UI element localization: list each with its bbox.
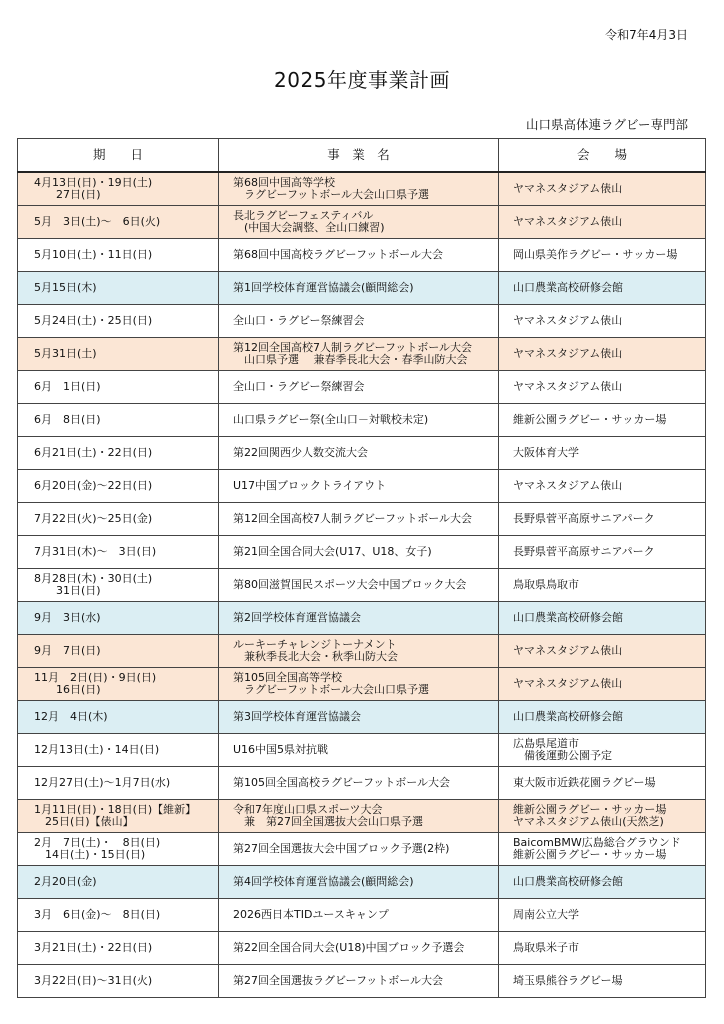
cell-date: 5月15日(木) (18, 272, 219, 305)
cell-venue: 維新公園ラグビー・サッカー場 ヤマネスタジアム俵山(天然芝) (499, 800, 706, 833)
cell-date: 6月 1日(日) (18, 371, 219, 404)
cell-event: 山口県ラグビー祭(全山口－対戦校未定) (219, 404, 499, 437)
table-row (18, 866, 706, 899)
cell-date: 6月21日(土)・22日(日) (18, 437, 219, 470)
table-row (18, 800, 706, 833)
cell-date: 3月21日(土)・22日(日) (18, 932, 219, 965)
cell-venue: 岡山県美作ラグビー・サッカー場 (499, 239, 706, 272)
cell-date: 3月 6日(金)～ 8日(日) (18, 899, 219, 932)
table-row (18, 172, 706, 206)
cell-venue: 大阪体育大学 (499, 437, 706, 470)
cell-venue: ヤマネスタジアム俵山 (499, 668, 706, 701)
cell-venue: 広島県尾道市 備後運動公園予定 (499, 734, 706, 767)
table-header-row (18, 139, 706, 173)
cell-venue: BaicomBMW広島総合グラウンド 維新公園ラグビー・サッカー場 (499, 833, 706, 866)
cell-venue: ヤマネスタジアム俵山 (499, 305, 706, 338)
cell-venue: 山口農業高校研修会館 (499, 602, 706, 635)
cell-event: 第21回全国合同大会(U17、U18、女子) (219, 536, 499, 569)
cell-venue: 山口農業高校研修会館 (499, 866, 706, 899)
cell-event: 全山口・ラグビー祭練習会 (219, 371, 499, 404)
cell-venue: 山口農業高校研修会館 (499, 272, 706, 305)
cell-event: 長北ラグビーフェスティバル (中国大会調整、全山口練習) (219, 206, 499, 239)
cell-venue: 鳥取県米子市 (499, 932, 706, 965)
cell-venue: ヤマネスタジアム俵山 (499, 206, 706, 239)
schedule-table (17, 138, 706, 998)
cell-venue: ヤマネスタジアム俵山 (499, 371, 706, 404)
cell-venue: 維新公園ラグビー・サッカー場 (499, 404, 706, 437)
table-row (18, 536, 706, 569)
table-row (18, 272, 706, 305)
cell-date: 9月 3日(水) (18, 602, 219, 635)
table-row (18, 305, 706, 338)
column-header-event: 事 業 名 (219, 139, 499, 173)
table-row (18, 404, 706, 437)
table-row (18, 206, 706, 239)
cell-event: 第68回中国高校ラグビーフットボール大会 (219, 239, 499, 272)
table-row (18, 569, 706, 602)
cell-venue: 長野県菅平高原サニアパーク (499, 503, 706, 536)
cell-event: 第1回学校体育運営協議会(顧問総会) (219, 272, 499, 305)
cell-event: 第3回学校体育運営協議会 (219, 701, 499, 734)
cell-venue: 周南公立大学 (499, 899, 706, 932)
table-row (18, 239, 706, 272)
table-row (18, 668, 706, 701)
table-row (18, 635, 706, 668)
cell-event: 第22回全国合同大会(U18)中国ブロック予選会 (219, 932, 499, 965)
cell-venue: 長野県菅平高原サニアパーク (499, 536, 706, 569)
cell-event: 第68回中国高等学校 ラグビーフットボール大会山口県予選 (219, 172, 499, 206)
cell-event: ルーキーチャレンジトーナメント 兼秋季長北大会・秋季山防大会 (219, 635, 499, 668)
cell-event: 全山口・ラグビー祭練習会 (219, 305, 499, 338)
cell-date: 12月13日(土)・14日(日) (18, 734, 219, 767)
column-header-venue: 会 場 (499, 139, 706, 173)
cell-event: 第105回全国高等学校 ラグビーフットボール大会山口県予選 (219, 668, 499, 701)
table-row (18, 899, 706, 932)
cell-event: 2026西日本TIDユースキャンプ (219, 899, 499, 932)
cell-event: U16中国5県対抗戦 (219, 734, 499, 767)
cell-event: 令和7年度山口県スポーツ大会 兼 第27回全国選抜大会山口県予選 (219, 800, 499, 833)
cell-date: 2月20日(金) (18, 866, 219, 899)
table-row (18, 833, 706, 866)
cell-venue: ヤマネスタジアム俵山 (499, 470, 706, 503)
cell-event: 第80回滋賀国民スポーツ大会中国ブロック大会 (219, 569, 499, 602)
cell-event: 第12回全国高校7人制ラグビーフットボール大会 山口県予選 兼春季長北大会・春季山防大会 (219, 338, 499, 371)
cell-date: 8月28日(木)・30日(土) 31日(日) (18, 569, 219, 602)
cell-date: 1月11日(日)・18日(日)【維新】 25日(日)【俵山】 (18, 800, 219, 833)
cell-venue: 東大阪市近鉄花園ラグビー場 (499, 767, 706, 800)
cell-date: 5月 3日(土)～ 6日(火) (18, 206, 219, 239)
cell-date: 12月27日(土)～1月7日(水) (18, 767, 219, 800)
cell-event: 第22回関西少人数交流大会 (219, 437, 499, 470)
cell-date: 6月20日(金)～22日(日) (18, 470, 219, 503)
table-row (18, 734, 706, 767)
cell-date: 4月13日(日)・19日(土) 27日(日) (18, 172, 219, 206)
cell-venue: ヤマネスタジアム俵山 (499, 172, 706, 206)
table-row (18, 503, 706, 536)
organization-name: 山口県高体連ラグビー専門部 (525, 117, 688, 132)
cell-venue: 鳥取県鳥取市 (499, 569, 706, 602)
cell-date: 6月 8日(日) (18, 404, 219, 437)
cell-event: 第27回全国選抜大会中国ブロック予選(2枠) (219, 833, 499, 866)
cell-date: 7月31日(木)～ 3日(日) (18, 536, 219, 569)
cell-event: U17中国ブロックトライアウト (219, 470, 499, 503)
cell-event: 第27回全国選抜ラグビーフットボール大会 (219, 965, 499, 998)
cell-date: 5月10日(土)・11日(日) (18, 239, 219, 272)
schedule-body (18, 172, 706, 998)
table-row (18, 371, 706, 404)
page-title: 2025年度事業計画 (274, 68, 450, 92)
cell-event: 第105回全国高校ラグビーフットボール大会 (219, 767, 499, 800)
cell-date: 2月 7日(土)・ 8日(日) 14日(土)・15日(日) (18, 833, 219, 866)
table-row (18, 602, 706, 635)
table-row (18, 965, 706, 998)
table-row (18, 470, 706, 503)
cell-venue: ヤマネスタジアム俵山 (499, 635, 706, 668)
cell-date: 5月24日(土)・25日(日) (18, 305, 219, 338)
cell-date: 9月 7日(日) (18, 635, 219, 668)
column-header-date: 期 日 (18, 139, 219, 173)
cell-date: 7月22日(火)～25日(金) (18, 503, 219, 536)
cell-date: 12月 4日(木) (18, 701, 219, 734)
cell-event: 第12回全国高校7人制ラグビーフットボール大会 (219, 503, 499, 536)
cell-date: 11月 2日(日)・9日(日) 16日(日) (18, 668, 219, 701)
cell-venue: ヤマネスタジアム俵山 (499, 338, 706, 371)
cell-venue: 山口農業高校研修会館 (499, 701, 706, 734)
cell-date: 3月22日(日)～31日(火) (18, 965, 219, 998)
table-row (18, 437, 706, 470)
cell-venue: 埼玉県熊谷ラグビー場 (499, 965, 706, 998)
table-row (18, 338, 706, 371)
cell-event: 第4回学校体育運営協議会(顧問総会) (219, 866, 499, 899)
table-row (18, 701, 706, 734)
table-row (18, 767, 706, 800)
table-row (18, 932, 706, 965)
document-date: 令和7年4月3日 (605, 28, 688, 42)
cell-event: 第2回学校体育運営協議会 (219, 602, 499, 635)
cell-date: 5月31日(土) (18, 338, 219, 371)
